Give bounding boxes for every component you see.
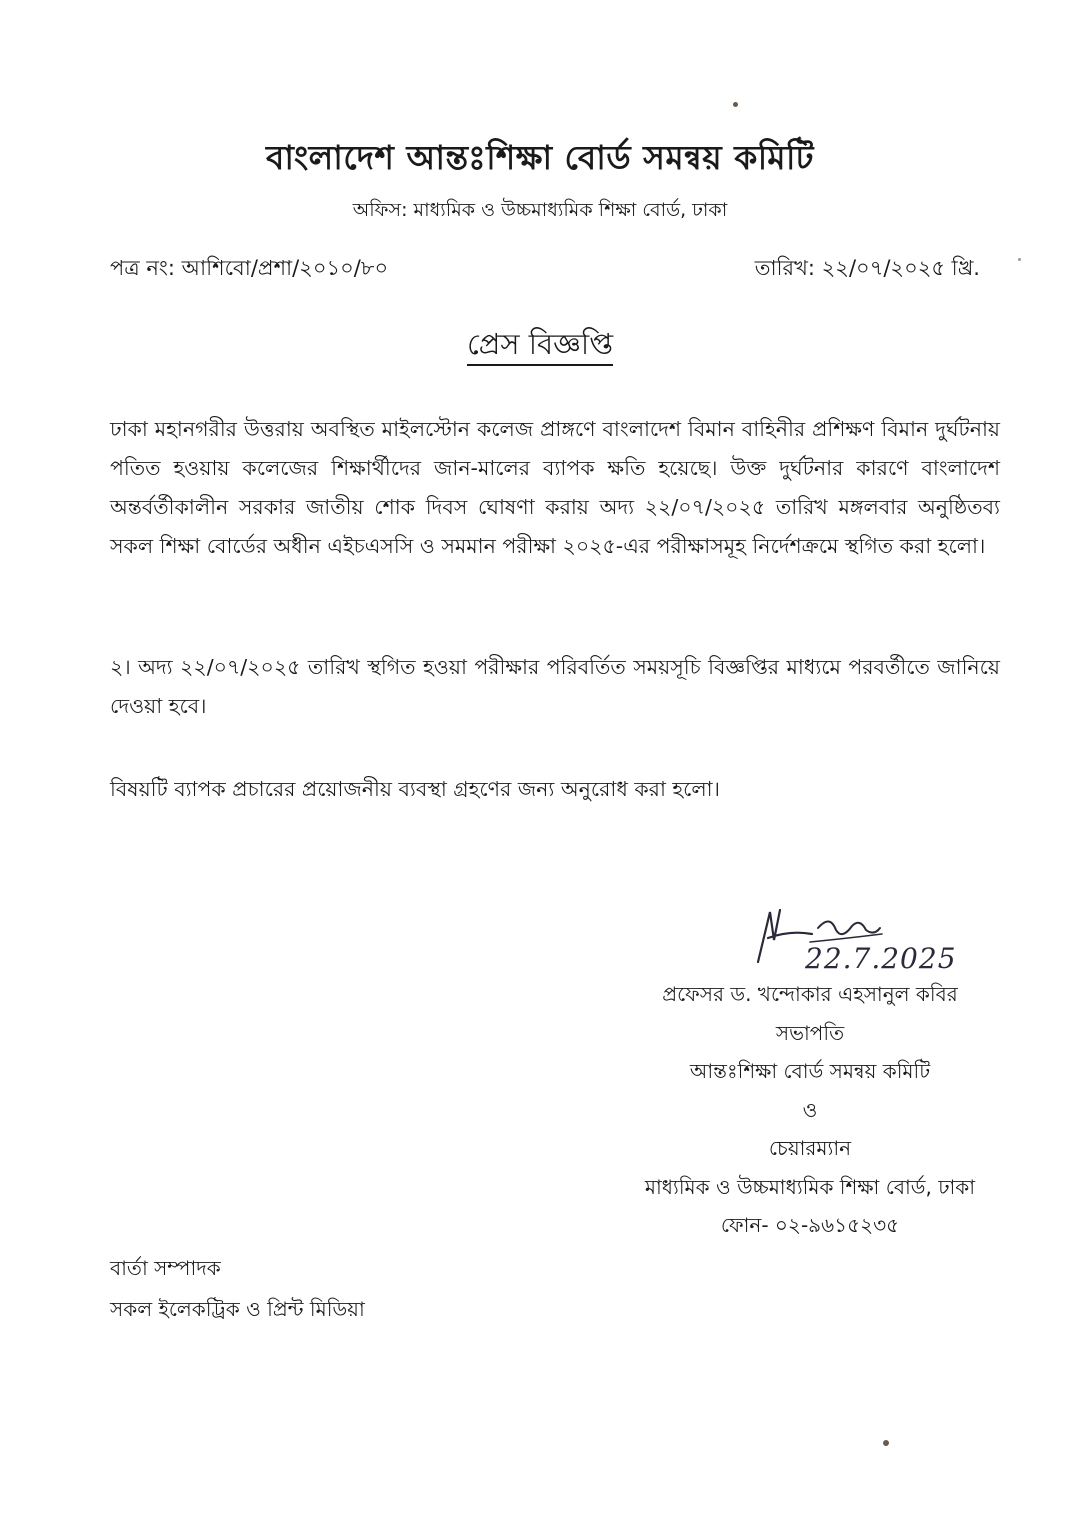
issue-date: তারিখ: ২২/০৭/২০২৫ খ্রি. [754, 256, 980, 280]
paper-speck [883, 1440, 889, 1446]
press-release-heading [0, 322, 1080, 371]
office-address: অফিস: মাধ্যমিক ও উচ্চমাধ্যমিক শিক্ষা বোর্ড, ঢাকা [352, 199, 728, 221]
signatory-board: মাধ্যমিক ও উচ্চমাধ্যমিক শিক্ষা বোর্ড, ঢাকা [644, 1174, 976, 1199]
signatory-conjunction: ও [802, 1097, 818, 1122]
press-release-title: প্রেস বিজ্ঞপ্তি [467, 327, 613, 366]
recipient-line-1: বার্তা সম্পাদক [110, 1256, 221, 1280]
signatory-designation-1: সভাপতি [775, 1020, 845, 1045]
signatory-name: প্রফেসর ড. খন্দোকার এহসানুল কবির [662, 982, 958, 1006]
signature-date: 22.7.2025 [805, 942, 957, 975]
organization-title: বাংলাদেশ আন্তঃশিক্ষা বোর্ড সমন্বয় কমিটি [266, 138, 814, 177]
signatory-phone: ফোন- ০২-৯৬১৫২৩৫ [720, 1213, 900, 1237]
recipient-line-2: সকল ইলেকট্রিক ও প্রিন্ট মিডিয়া [110, 1297, 365, 1321]
signatory-designation-2: চেয়ারম্যান [768, 1136, 852, 1160]
body-paragraph-2: ২। অদ্য ২২/০৭/২০২৫ তারিখ স্থগিত হওয়া পরীক্ষার পরিবর্তিত সময়সূচি বিজ্ঞপ্তির মাধ্যমে পরবর্তীতে জানিয়ে দেওয়া হবে। [110, 655, 1000, 718]
memo-number: পত্র নং: আশিবো/প্রশা/২০১০/৮০ [110, 256, 389, 280]
signatory-block [600, 975, 1020, 1245]
paper-speck [1018, 258, 1021, 261]
recipient-block [110, 1248, 365, 1330]
body-paragraph-3: বিষয়টি ব্যাপক প্রচারের প্রয়োজনীয় ব্যবস্থা গ্রহণের জন্য অনুরোধ করা হলো। [110, 777, 720, 801]
signatory-committee: আন্তঃশিক্ষা বোর্ড সমন্বয় কমিটি [689, 1059, 931, 1083]
body-paragraph-1: ঢাকা মহানগরীর উত্তরায় অবস্থিত মাইলস্টোন কলেজ প্রাঙ্গণে বাংলাদেশ বিমান বাহিনীর প্রশিক্ষণ বিমান দুর্ঘটনায় পতিত হওয়ায় কলেজের শিক্ষার্থীদের জান-মালের ব্যাপক ক্ষতি হয়েছে। উক্ত দুর্ঘটনার কারণে বাংলাদেশ অন্তর্বর্তীকালীন সরকার জাতীয় শোক দিবস ঘোষণা করায় অদ্য ২২/০৭/২০২৫ তারিখ মঙ্গলবার অনুষ্ঠিতব্য সকল শিক্ষা বোর্ডের অধীন এইচএসসি ও সমমান পরীক্ষা ২০২৫-এর পরীক্ষাসমূহ নির্দেশক্রমে স্থগিত করা হলো। [110, 417, 1000, 558]
paper-speck [733, 102, 738, 107]
